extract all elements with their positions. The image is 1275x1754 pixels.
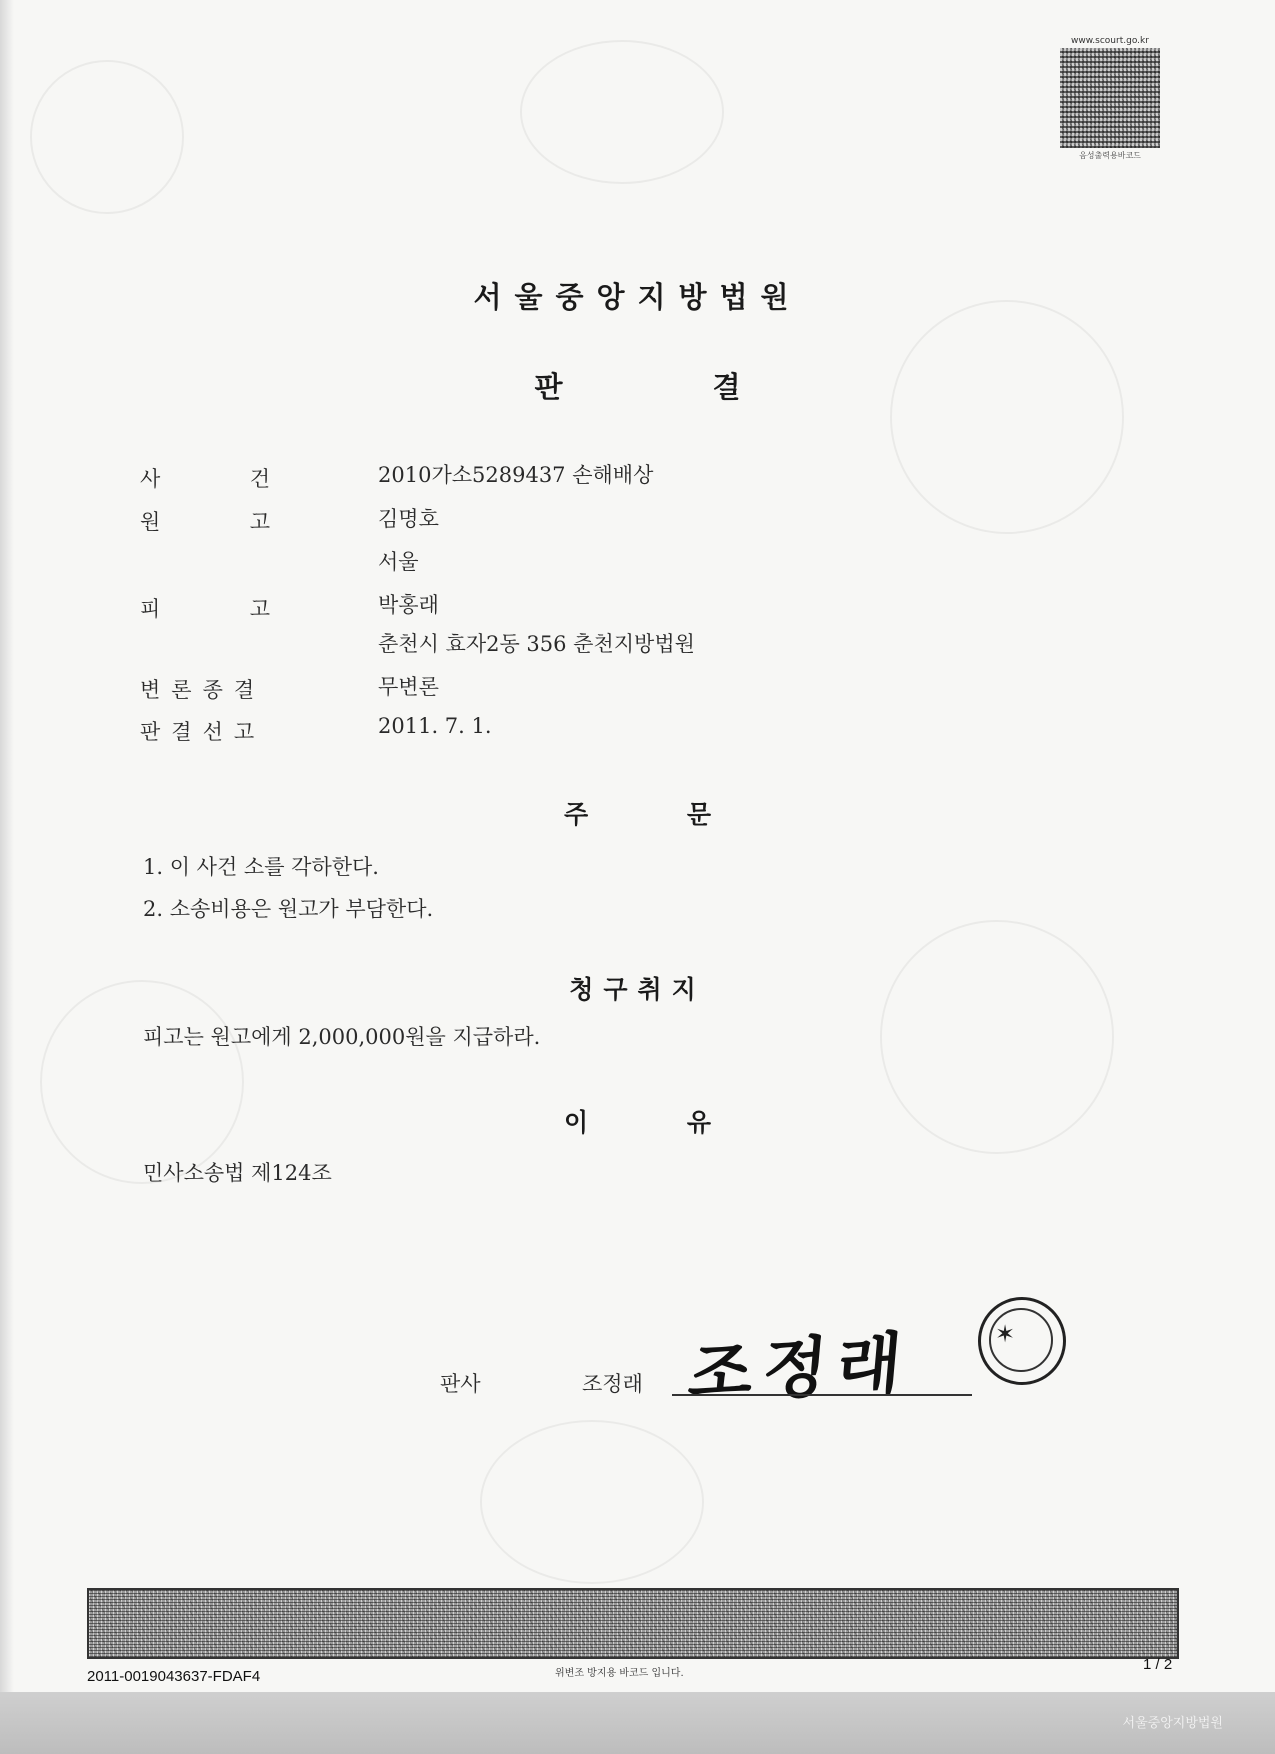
- reason-text: 민사소송법 제124조: [143, 1161, 332, 1185]
- order-item-1: 1. 이 사건 소를 각하한다.: [143, 855, 379, 879]
- footer-band: [0, 1692, 1275, 1754]
- judge-title: 판사: [440, 1372, 481, 1396]
- field-value-case: 2010가소5289437 손해배상: [378, 463, 654, 487]
- handwritten-signature: 조정래: [685, 1324, 915, 1413]
- judge-seal-stamp: [978, 1297, 1066, 1385]
- order-heading: 주 문: [563, 800, 711, 829]
- field-value-sentence-date: 2011. 7. 1.: [378, 714, 492, 738]
- seal-mark-icon: ✶: [995, 1320, 1016, 1348]
- court-name: 서울중앙지방법원: [473, 280, 802, 314]
- field-label-case: 사 건: [140, 467, 270, 491]
- barcode-caption: 음성출력용바코드: [1079, 151, 1141, 160]
- field-label-plaintiff: 원 고: [140, 510, 270, 534]
- page-number: 1 / 2: [1143, 1656, 1173, 1673]
- signature-line: [672, 1394, 972, 1396]
- anti-forgery-barcode: [87, 1588, 1179, 1659]
- court-watermark: [890, 300, 1124, 534]
- document-title: 판 결: [534, 370, 741, 404]
- claim-text: 피고는 원고에게 2,000,000원을 지급하라.: [143, 1025, 541, 1049]
- barcode-note: 위변조 방지용 바코드 입니다.: [555, 1668, 684, 1679]
- qr-code: [1060, 48, 1160, 148]
- field-value-closing: 무변론: [378, 675, 439, 699]
- scourt-url: www.scourt.go.kr: [1071, 36, 1149, 46]
- field-value-plaintiff-address: 서울: [378, 550, 419, 574]
- scourt-qr-block: [1060, 36, 1160, 159]
- field-value-plaintiff: 김명호: [378, 507, 439, 531]
- court-watermark: [30, 60, 184, 214]
- field-label-sentence-date: 판결선고: [140, 720, 266, 744]
- document-number: 2011-0019043637-FDAF4: [87, 1668, 261, 1685]
- court-watermark: [480, 1420, 704, 1584]
- field-value-defendant: 박홍래: [378, 593, 439, 617]
- footer-court-name: 서울중앙지방법원: [1122, 1716, 1223, 1731]
- field-value-defendant-address: 춘천시 효자2동 356 춘천지방법원: [378, 632, 695, 656]
- order-item-2: 2. 소송비용은 원고가 부담한다.: [143, 897, 434, 921]
- court-watermark: [40, 980, 244, 1184]
- page-edge-shadow: [0, 0, 14, 1754]
- field-label-closing: 변론종결: [140, 678, 266, 702]
- reason-heading: 이 유: [563, 1108, 711, 1137]
- field-label-defendant: 피 고: [140, 597, 270, 621]
- claim-heading: 청구취지: [569, 975, 706, 1004]
- court-watermark: [520, 40, 724, 184]
- judge-name: 조정래: [582, 1372, 643, 1396]
